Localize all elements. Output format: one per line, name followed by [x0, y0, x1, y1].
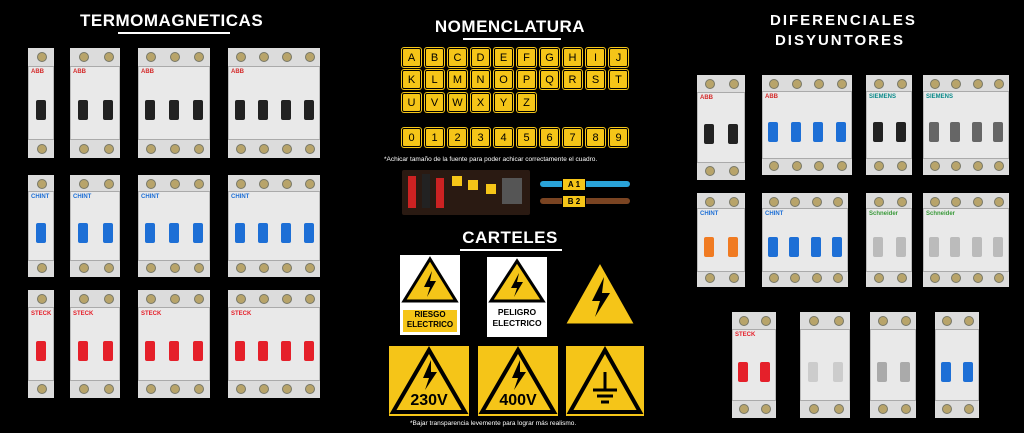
nomenclature-key: 4	[494, 128, 513, 147]
brand-label: CHINT	[31, 194, 50, 201]
nomenclature-key: K	[402, 70, 421, 89]
nomenclature-key: F	[517, 48, 536, 67]
brand-label: SIEMENS	[869, 94, 897, 100]
nomenclature-key: 2	[448, 128, 467, 147]
title-nomenclatura: NOMENCLATURA	[434, 17, 586, 36]
breaker	[228, 175, 320, 277]
nomenclature-key: 9	[609, 128, 628, 147]
breaker	[762, 75, 852, 175]
breaker	[138, 175, 210, 277]
nomenclature-key: A	[402, 48, 421, 67]
nomenclature-key: 1	[425, 128, 444, 147]
breaker	[923, 75, 1009, 175]
nomenclature-key: J	[609, 48, 628, 67]
nomenclature-key: 0	[402, 128, 421, 147]
brand-label: ABB	[141, 68, 154, 75]
nomenclature-key: B	[425, 48, 444, 67]
brand-label: ABB	[231, 68, 244, 75]
brand-label: ABB	[765, 94, 778, 100]
sign-text: 400V	[499, 392, 537, 409]
breaker	[697, 75, 745, 180]
nomenclature-key: D	[471, 48, 490, 67]
breaker	[866, 193, 912, 287]
nomenclature-key: V	[425, 93, 444, 112]
nomenclature-key: R	[563, 70, 582, 89]
brand-label: CHINT	[141, 194, 160, 201]
wire-tag: A 1	[562, 178, 586, 191]
nomenclature-key: I	[586, 48, 605, 67]
nomenclature-key: N	[471, 70, 490, 89]
brand-label: Schneider	[926, 210, 956, 217]
nomenclature-key: M	[448, 70, 467, 89]
breaker	[138, 48, 210, 158]
brand-label: CHINT	[73, 194, 92, 201]
nomenclature-key: G	[540, 48, 559, 67]
brand-label: STECK	[73, 310, 94, 317]
nomenclature-key: 5	[517, 128, 536, 147]
brand-label: Schneider	[869, 210, 899, 217]
sign-text: 230V	[410, 392, 448, 409]
nomenclature-key: P	[517, 70, 536, 89]
sign-riesgo-electrico	[400, 255, 460, 335]
title-diferenciales: DIFERENCIALES	[770, 12, 917, 29]
breaker	[70, 290, 120, 398]
breaker	[228, 290, 320, 398]
brand-label: STECK	[141, 310, 162, 317]
nomenclature-key: Y	[494, 93, 513, 112]
nomenclature-key: S	[586, 70, 605, 89]
breaker	[866, 75, 912, 175]
title-disyuntores: DISYUNTORES	[774, 32, 906, 49]
brand-label: STECK	[31, 310, 52, 317]
breaker	[800, 312, 850, 418]
nomenclature-key: E	[494, 48, 513, 67]
title-underline	[118, 32, 230, 34]
brand-label: ABB	[73, 68, 86, 75]
breaker	[228, 48, 320, 158]
note-transparency: *Bajar transparencia levemente para lograr más realismo.	[410, 420, 577, 427]
breaker	[923, 193, 1009, 287]
breaker	[70, 175, 120, 277]
breaker	[28, 175, 54, 277]
title-termomagneticas: TERMOMAGNETICAS	[80, 11, 264, 30]
title-underline	[463, 38, 561, 40]
brand-label: ABB	[700, 94, 713, 101]
brand-label: CHINT	[700, 210, 719, 217]
nomenclature-key: Z	[517, 93, 536, 112]
brand-label: STECK	[231, 310, 252, 317]
nomenclature-key: 6	[540, 128, 559, 147]
breaker	[697, 193, 745, 287]
breaker	[762, 193, 848, 287]
nomenclature-key: L	[425, 70, 444, 89]
sign-230v	[389, 346, 469, 416]
wire-labels-photo	[402, 170, 530, 215]
nomenclature-key: C	[448, 48, 467, 67]
note-font-size: *Achicar tamaño de la fuente para poder achicar correctamente el cuadro.	[384, 156, 598, 163]
sign-400v	[478, 346, 558, 416]
warning-triangle-icon	[560, 255, 640, 331]
breaker	[28, 290, 54, 398]
sign-lightning	[560, 255, 640, 336]
sign-ground	[566, 346, 644, 416]
title-carteles: CARTELES	[462, 228, 558, 247]
sign-text: PELIGRO ELECTRICO	[492, 307, 542, 328]
title-underline	[460, 249, 562, 251]
nomenclature-key: 8	[586, 128, 605, 147]
nomenclature-key: W	[448, 93, 467, 112]
brand-label: ABB	[31, 68, 44, 75]
nomenclature-key: Q	[540, 70, 559, 89]
sign-peligro-electrico	[487, 257, 547, 337]
breaker	[28, 48, 54, 158]
nomenclature-key: U	[402, 93, 421, 112]
breaker	[732, 312, 776, 418]
nomenclature-key: 7	[563, 128, 582, 147]
nomenclature-key: T	[609, 70, 628, 89]
brand-label: SIEMENS	[926, 94, 954, 100]
warning-triangle-icon	[487, 257, 547, 305]
ground-icon	[566, 346, 644, 416]
brand-label: CHINT	[231, 194, 250, 201]
breaker	[935, 312, 979, 418]
nomenclature-key: X	[471, 93, 490, 112]
breaker	[70, 48, 120, 158]
brand-label: CHINT	[765, 210, 784, 217]
nomenclature-key: H	[563, 48, 582, 67]
warning-triangle-icon	[400, 255, 460, 305]
breaker	[138, 290, 210, 398]
brand-label: STECK	[735, 332, 756, 339]
sign-text: RIESGO ELECTRICO	[403, 310, 457, 332]
breaker	[870, 312, 916, 418]
nomenclature-key: 3	[471, 128, 490, 147]
nomenclature-key: O	[494, 70, 513, 89]
wire-tag: B 2	[562, 195, 586, 208]
